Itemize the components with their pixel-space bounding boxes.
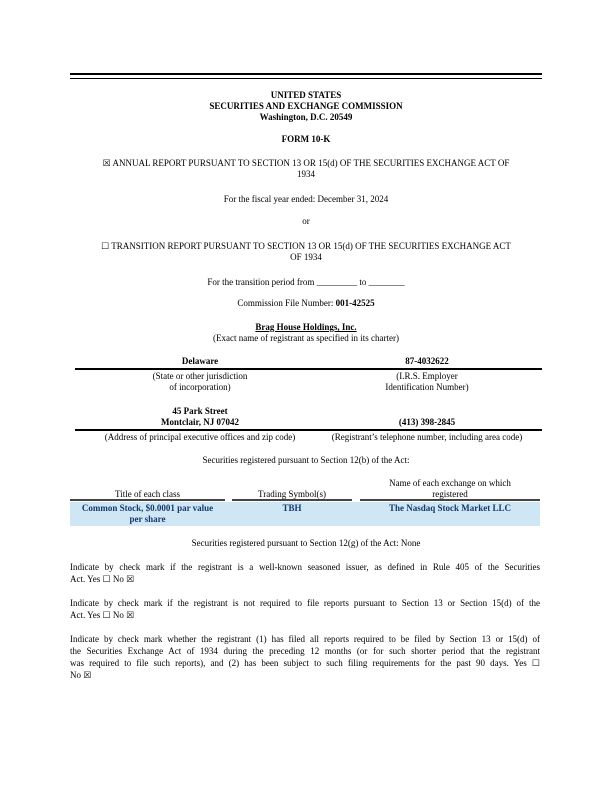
header-title: Title of each class: [115, 489, 180, 499]
state-value: Delaware: [181, 356, 219, 366]
transition-report-line1: [70, 241, 542, 252]
state-caption-1: (State or other jurisdiction: [152, 371, 248, 381]
top-rule-thick: [70, 73, 542, 75]
address-line2: Montclair, NJ 07042: [161, 417, 239, 427]
section-12b: Securities registered pursuant to Section 12(b) of the Act:: [202, 455, 410, 465]
annual-report-text: ANNUAL REPORT PURSUANT TO SECTION 13 OR 15(d) OF THE SECURITIES EXCHANGE ACT OF: [112, 158, 510, 168]
commission-file: [70, 298, 542, 309]
annual-report-checkbox[interactable]: ☒: [102, 158, 111, 168]
or-text: or: [302, 216, 310, 226]
transition-report-checkbox[interactable]: ☐: [101, 241, 110, 251]
irs-rule: [312, 368, 542, 370]
table-header-rule-1: [70, 499, 225, 501]
irs-caption-1: (I.R.S. Employer: [396, 371, 458, 381]
header-symbol: Trading Symbol(s): [258, 489, 326, 499]
address-rule: [75, 429, 327, 431]
row-symbol: TBH: [282, 503, 302, 513]
header-exchange-2: registered: [432, 489, 468, 499]
irs-value: 87-4032622: [405, 356, 449, 366]
paragraph-not-required: Indicate by check mark if the registrant is not required to file reports pursuant to Section 13 or Section 15(d) of the Act. Yes ☐ No ☒: [70, 598, 540, 620]
header-line3: Washington, D.C. 20549: [259, 112, 353, 122]
state-caption-2: of incorporation): [169, 382, 231, 392]
registrant-subtitle: (Exact name of registrant as specified in its charter): [213, 333, 399, 343]
annual-report-line2: 1934: [297, 169, 315, 179]
table-header-rule-2: [232, 499, 352, 501]
header-line1: UNITED STATES: [270, 90, 342, 100]
header-exchange-1: Name of each exchange on which: [389, 478, 511, 488]
section-12g: Securities registered pursuant to Section 12(g) of the Act: None: [191, 538, 421, 548]
annual-report-line1: [70, 158, 542, 169]
state-rule: [75, 368, 327, 370]
transition-report-line2: OF 1934: [290, 252, 322, 262]
phone-caption: (Registrant’s telephone number, including area code): [331, 432, 523, 442]
transition-period: For the transition period from _________ to ________: [207, 277, 405, 287]
row-title-2: per share: [129, 514, 166, 524]
paragraph-filed-reports: Indicate by check mark whether the registrant (1) has filed all reports required to be filed by Section 13 or 15(d) of the Securities Exchange Act of 1934 during the preceding 12 months (or for such shorter period that the registrant was required to file such reports), and (2) has been subject to such filing requirements for the past 90 days. Yes ☐ No ☒: [70, 634, 540, 680]
irs-caption-2: Identification Number): [385, 382, 469, 392]
header-line2: SECURITIES AND EXCHANGE COMMISSION: [209, 101, 403, 111]
registrant-name: Brag House Holdings, Inc.: [255, 322, 357, 332]
table-header-rule-3: [360, 499, 540, 501]
paragraph-wksi: Indicate by check mark if the registrant is a well-known seasoned issuer, as defined in Rule 405 of the Securities Act. Yes ☐ No ☒: [70, 562, 540, 584]
form-title: FORM 10-K: [281, 134, 331, 144]
fiscal-year: For the fiscal year ended: December 31, 2024: [223, 194, 389, 204]
phone-rule: [312, 429, 542, 431]
transition-report-text: TRANSITION REPORT PURSUANT TO SECTION 13 OR 15(d) OF THE SECURITIES EXCHANGE ACT: [111, 241, 511, 251]
commission-file-number: 001-42525: [335, 298, 375, 308]
phone-value: (413) 398-2845: [398, 417, 456, 427]
row-exchange: The Nasdaq Stock Market LLC: [388, 503, 511, 513]
commission-file-label: Commission File Number:: [237, 298, 336, 308]
top-rule-thin: [70, 78, 542, 79]
address-caption: (Address of principal executive offices and zip code): [104, 432, 296, 442]
row-title-1: Common Stock, $0.0001 par value: [81, 503, 214, 513]
address-line1: 45 Park Street: [172, 406, 228, 416]
